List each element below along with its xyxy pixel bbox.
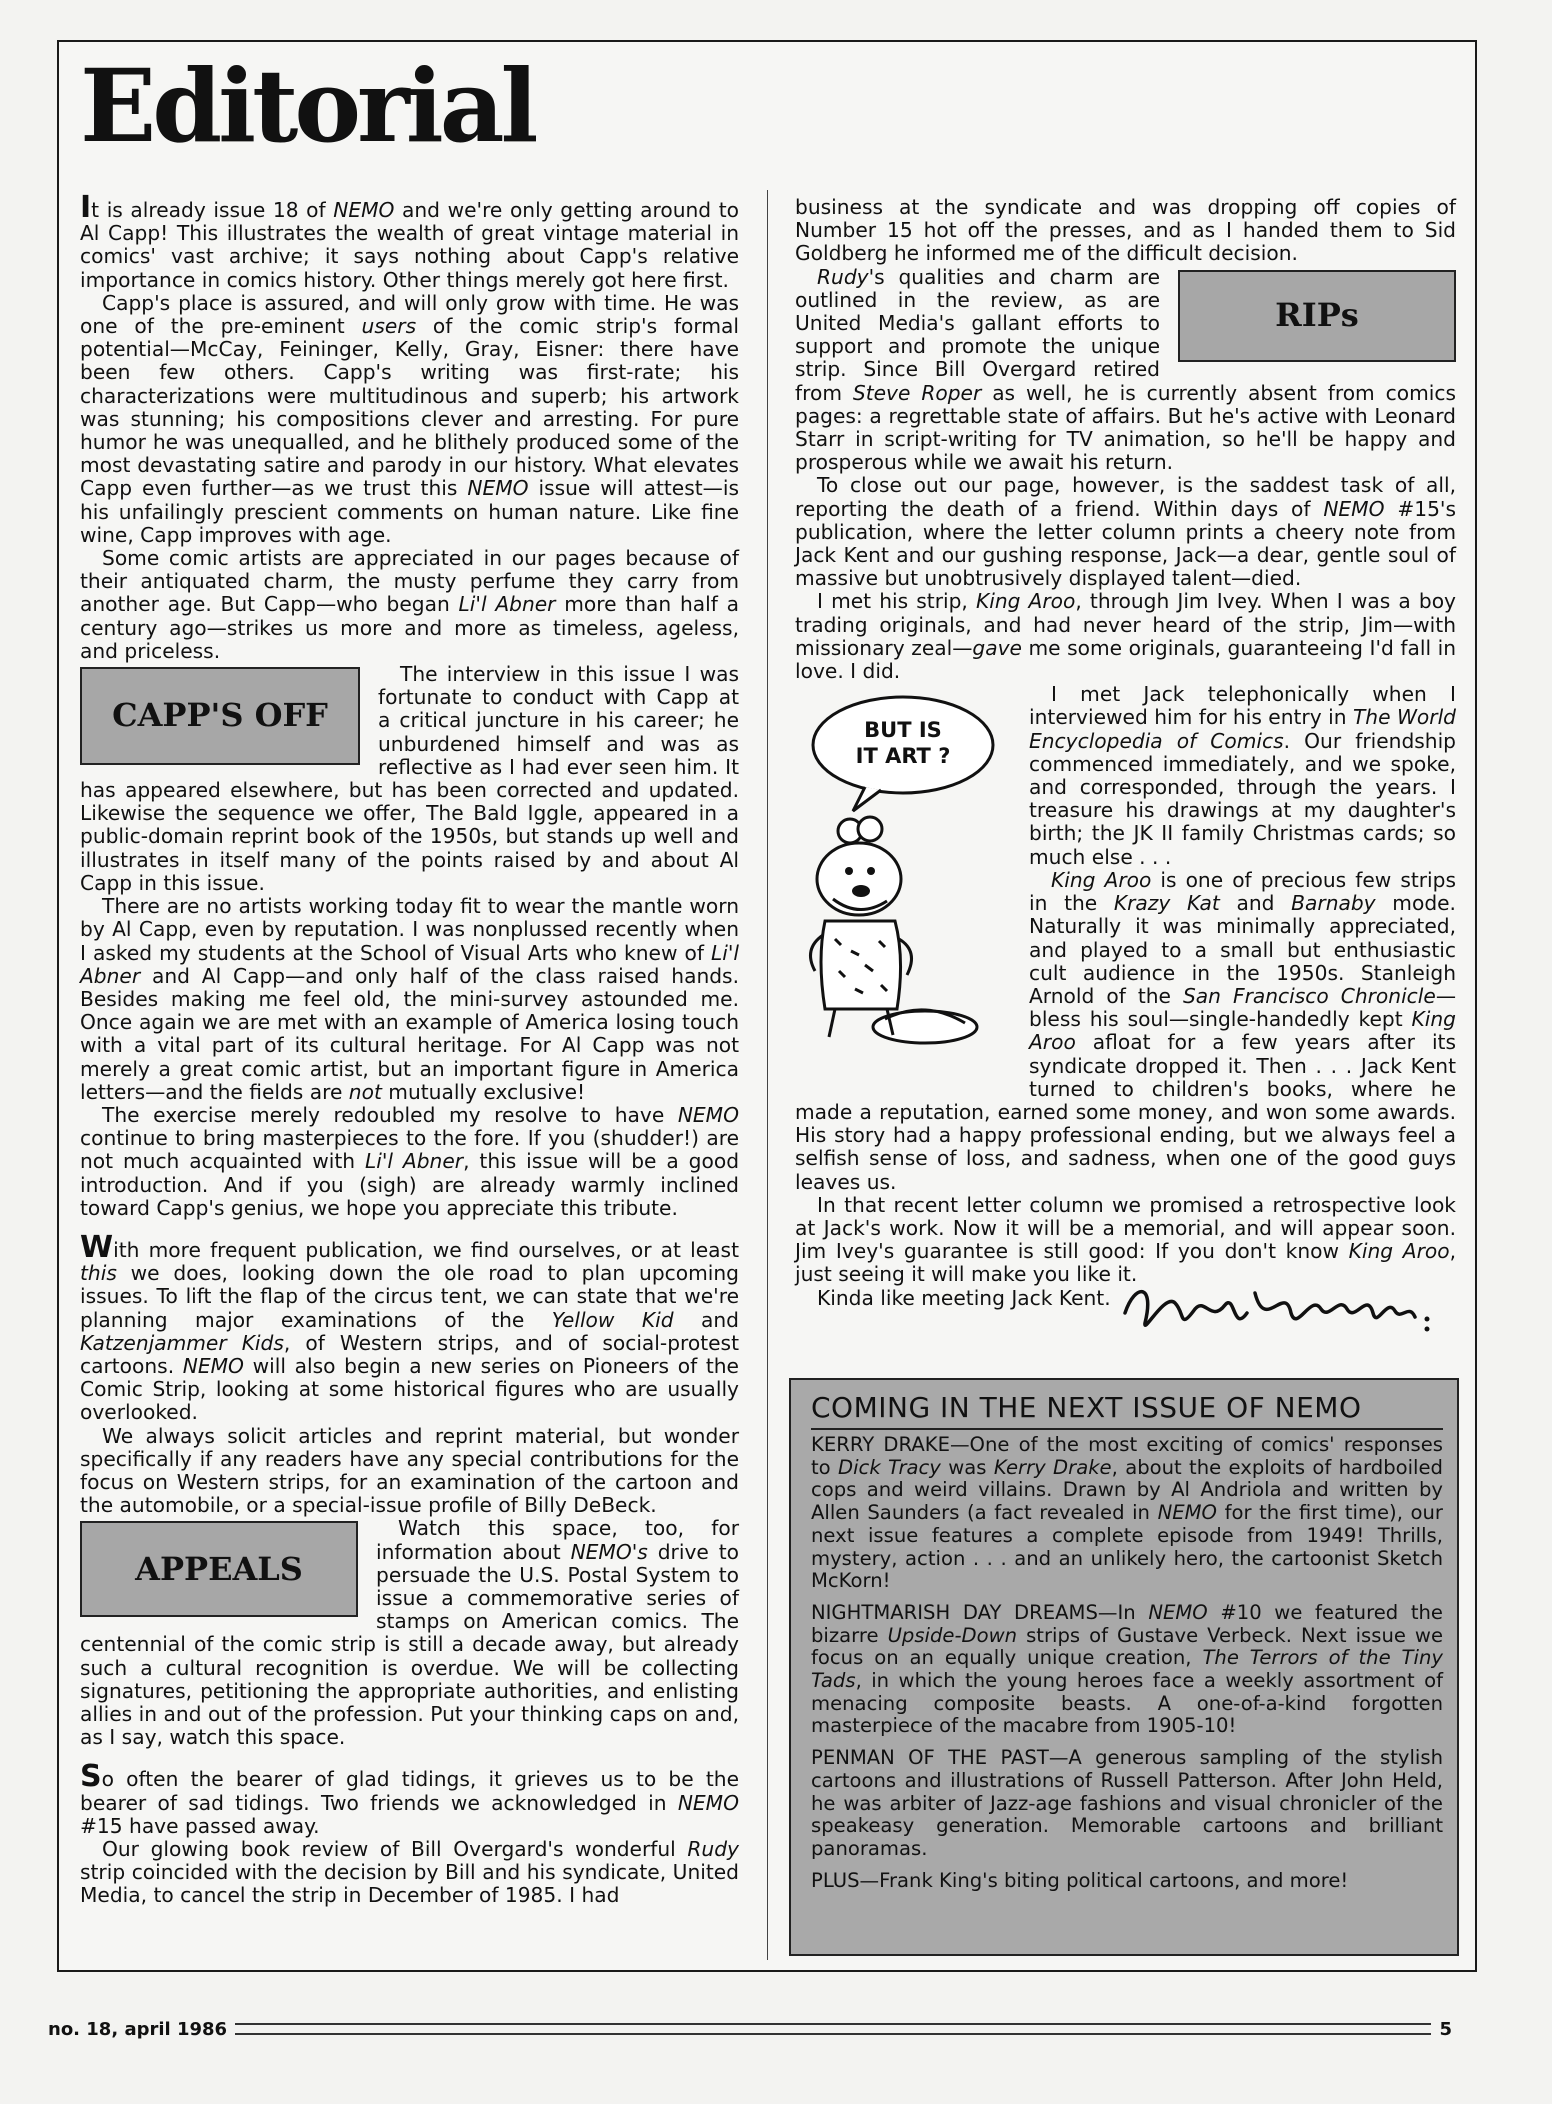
coming-item: NIGHTMARISH DAY DREAMS—In NEMO #10 we featured the bizarre Upside-Down strips of Gustave Verbeck. Next issue we focus on an equally unique creation, The Terrors of the Tiny Tads, in which the young heroes face a weekly assortment of menacing composite beasts. A one-of-a-kind forgotten masterpiece of the macabre from 1905-10! xyxy=(811,1600,1443,1738)
paragraph: Our glowing book review of Bill Overgard's wonderful Rudy strip coincided with the decision by Bill and his syndicate, United Media, to cancel the strip in December of 1985. I had xyxy=(80,1837,739,1908)
paragraph: business at the syndicate and was dropping off copies of Number 15 hot off the presses, and as I handed them to Sid Goldberg he informed me of the difficult decision. xyxy=(795,195,1456,266)
page-footer xyxy=(48,2014,1452,2044)
appeals-box: APPEALS xyxy=(80,1521,358,1617)
issue-label: no. 18, april 1986 xyxy=(48,2018,228,2040)
page-title: Editorial xyxy=(80,47,535,165)
coming-item: PLUS—Frank King's biting political cartoons, and more! xyxy=(811,1868,1349,1892)
signoff-text: Kinda like meeting Jack Kent. xyxy=(817,1285,1111,1310)
signoff-line xyxy=(795,1287,1456,1343)
coming-next-issue-box xyxy=(789,1378,1459,1956)
paragraph: The interview in this issue I was fortunate to conduct with Capp at a critical juncture in his career; he unburdened himself and was as reflective as I had ever seen him. It has appeared elsewhere, but has been corrected and updated. Likewise the sequence we offer, The Bald Iggle, appeared in a public-domain reprint book of the 1950s, but stands up well and illustrates in itself many of the points raised by and about Al Capp in this issue. xyxy=(80,662,739,895)
column-divider xyxy=(767,190,768,1960)
paragraph: There are no artists working today fit to wear the mantle worn by Al Capp, even by reputation. I was nonplussed recently when I asked my students at the School of Visual Arts who knew of Li'l Abner and Al Capp—and only half of the class raised hands. Besides making me feel old, the mini-survey astounded me. Once again we are met with an example of America losing touch with a vital part of its cultural heritage. For Al Capp was not merely a great comic artist, but an important figure in America letters—and the fields are not mutually exclusive! xyxy=(80,894,739,1104)
capps-off-box: CAPP'S OFF xyxy=(80,667,360,765)
left-column xyxy=(80,190,740,1908)
paragraph: With more frequent publication, we find ourselves, or at least this we does, looking down the ole road to plan upcoming issues. To lift the flap of the circus tent, we can state that we're planning major examinations of the Yellow Kid and Katzenjammer Kids, of Western strips, and of social-protest cartoons. NEMO will also begin a new series on Pioneers of the Comic Strip, looking at some historical figures who are usually overlooked. xyxy=(80,1229,739,1425)
paragraph: In that recent letter column we promised a retrospective look at Jack's work. Now it will be a memorial, and will appear soon. Jim Ivey's guarantee is still good: If you don't know King Aroo, just seeing it will make you like it. xyxy=(795,1192,1456,1287)
king-aroo-cartoon xyxy=(795,689,1017,1079)
right-column xyxy=(795,196,1456,1343)
paragraph: Watch this space, too, for information about NEMO's drive to persuade the U.S. Postal System to issue a commemorative series of stamps on American comics. The centennial of the comic strip is still a decade away, but already such a cultural recognition is overdue. We will be collecting signatures, petitioning the appropriate authorities, and enlisting allies in and out of the profession. Put your thinking caps on and, as I say, watch this space. xyxy=(80,1516,739,1750)
coming-item: KERRY DRAKE—One of the most exciting of comics' responses to Dick Tracy was Kerry Drake, about the exploits of hardboiled cops and weird villains. Drawn by Al Andriola and written by Allen Saunders (a fact revealed in NEMO for the first time), our next issue features a complete episode from 1949! Thrills, mystery, action . . . and an unlikely hero, the cartoonist Sketch McKorn! xyxy=(811,1433,1443,1593)
paragraph: King Aroo is one of precious few strips in the Krazy Kat and Barnaby mode. Naturally it was minimally appreciated, and played to a small but enthusiastic cult audience in the 1950s. Stanleigh Arnold of the San Francisco Chronicle—bless his soul—single-handedly kept King Aroo afloat for a few years after its syndicate dropped it. Then . . . Jack Kent turned to children's books, where he made a reputation, earned some money, and won some awards. His story had a happy professional ending, but we always feel a selfish sense of loss, and sadness, when one of the good guys leaves us. xyxy=(795,867,1456,1194)
page-number: 5 xyxy=(1439,2018,1452,2040)
paragraph: Rudy's qualities and charm are outlined in the review, as are United Media's gallant efforts to support and promote the unique strip. Since Bill Overgard retired from Steve Roper as well, he is currently absent from comics pages: a regrettable state of affairs. But he's active with Leonard Starr in script-writing for TV animation, so he'll be happy and prosperous while we await his return. xyxy=(795,264,1456,475)
coming-heading: COMING IN THE NEXT ISSUE OF NEMO xyxy=(811,1390,1443,1430)
cartoon-illustration xyxy=(795,689,1017,1079)
signature-image xyxy=(1115,1273,1435,1343)
paragraph: We always solicit articles and reprint material, but wonder specifically if any readers have any special contributions for the focus on Western strips, for an examination of the cartoon and the automobile, or a special-issue profile of Billy DeBeck. xyxy=(80,1423,739,1518)
paragraph: To close out our page, however, is the saddest task of all, reporting the death of a friend. Within days of NEMO #15's publication, where the letter column prints a cheery note from Jack Kent and our gushing response, Jack—a dear, gentle soul of massive but unobtrusively displayed talent—died. xyxy=(795,473,1456,591)
paragraph: I met his strip, King Aroo, through Jim Ivey. When I was a boy trading originals, and had never heard of the strip, Jim—with missionary zeal—gave me some originals, guaranteeing I'd fall in love. I did. xyxy=(795,589,1456,684)
rips-box: RIPs xyxy=(1178,270,1456,362)
paragraph: So often the bearer of glad tidings, it grieves us to be the bearer of sad tidings. Two friends we acknowledged in NEMO #15 have passed away. xyxy=(80,1759,739,1838)
paragraph: The exercise merely redoubled my resolve to have NEMO continue to bring masterpieces to the fore. If you (shudder!) are not much acquainted with Li'l Abner, this issue will be a good introduction. And if you (sigh) are already warmly inclined toward Capp's genius, we hope you appreciate this tribute. xyxy=(80,1102,740,1220)
paragraph: It is already issue 18 of NEMO and we're only getting around to Al Capp! This illustrates the wealth of great vintage material in comics' vast archive; it says nothing about Capp's relative importance in comics history. Other things merely got here first. xyxy=(80,190,739,292)
paragraph: I met Jack telephonically when I interviewed him for his entry in The World Encyclopedia of Comics. Our friendship commenced immediately, and we spoke, and corresponded, through the years. I treasure his drawings at my daughter's birth; the JK II family Christmas cards; so much else . . . xyxy=(1029,682,1456,869)
footer-rule xyxy=(235,2023,1431,2035)
paragraph: Capp's place is assured, and will only grow with time. He was one of the pre-eminent users of the comic strip's formal potential—McCay, Feininger, Kelly, Gray, Eisner: there have been few others. Capp's writing was first-rate; his characterizations were multitudinous and superb; his artwork was stunning; his compositions clever and arresting. For pure humor he was unequalled, and he blithely produced some of the most devastating satire and parody in our history. What elevates Capp even further—as we trust this NEMO issue will attest—is his unfailingly prescient comments on human nature. Like fine wine, Capp improves with age. xyxy=(80,290,739,547)
paragraph: Some comic artists are appreciated in our pages because of their antiquated charm, the musty perfume they carry from another age. But Capp—who began Li'l Abner more than half a century ago—strikes us more and more as timeless, ageless, and priceless. xyxy=(80,546,739,663)
balloon-text-line-2: IT ART ? xyxy=(855,744,951,769)
balloon-text-line-1: BUT IS xyxy=(864,718,942,743)
coming-item: PENMAN OF THE PAST—A generous sampling of the stylish cartoons and illustrations of Russell Patterson. After John Held, he was arbiter of Jazz-age fashions and visual chronicler of the speakeasy generation. Memorable cartoons and brilliant panoramas. xyxy=(811,1746,1443,1860)
